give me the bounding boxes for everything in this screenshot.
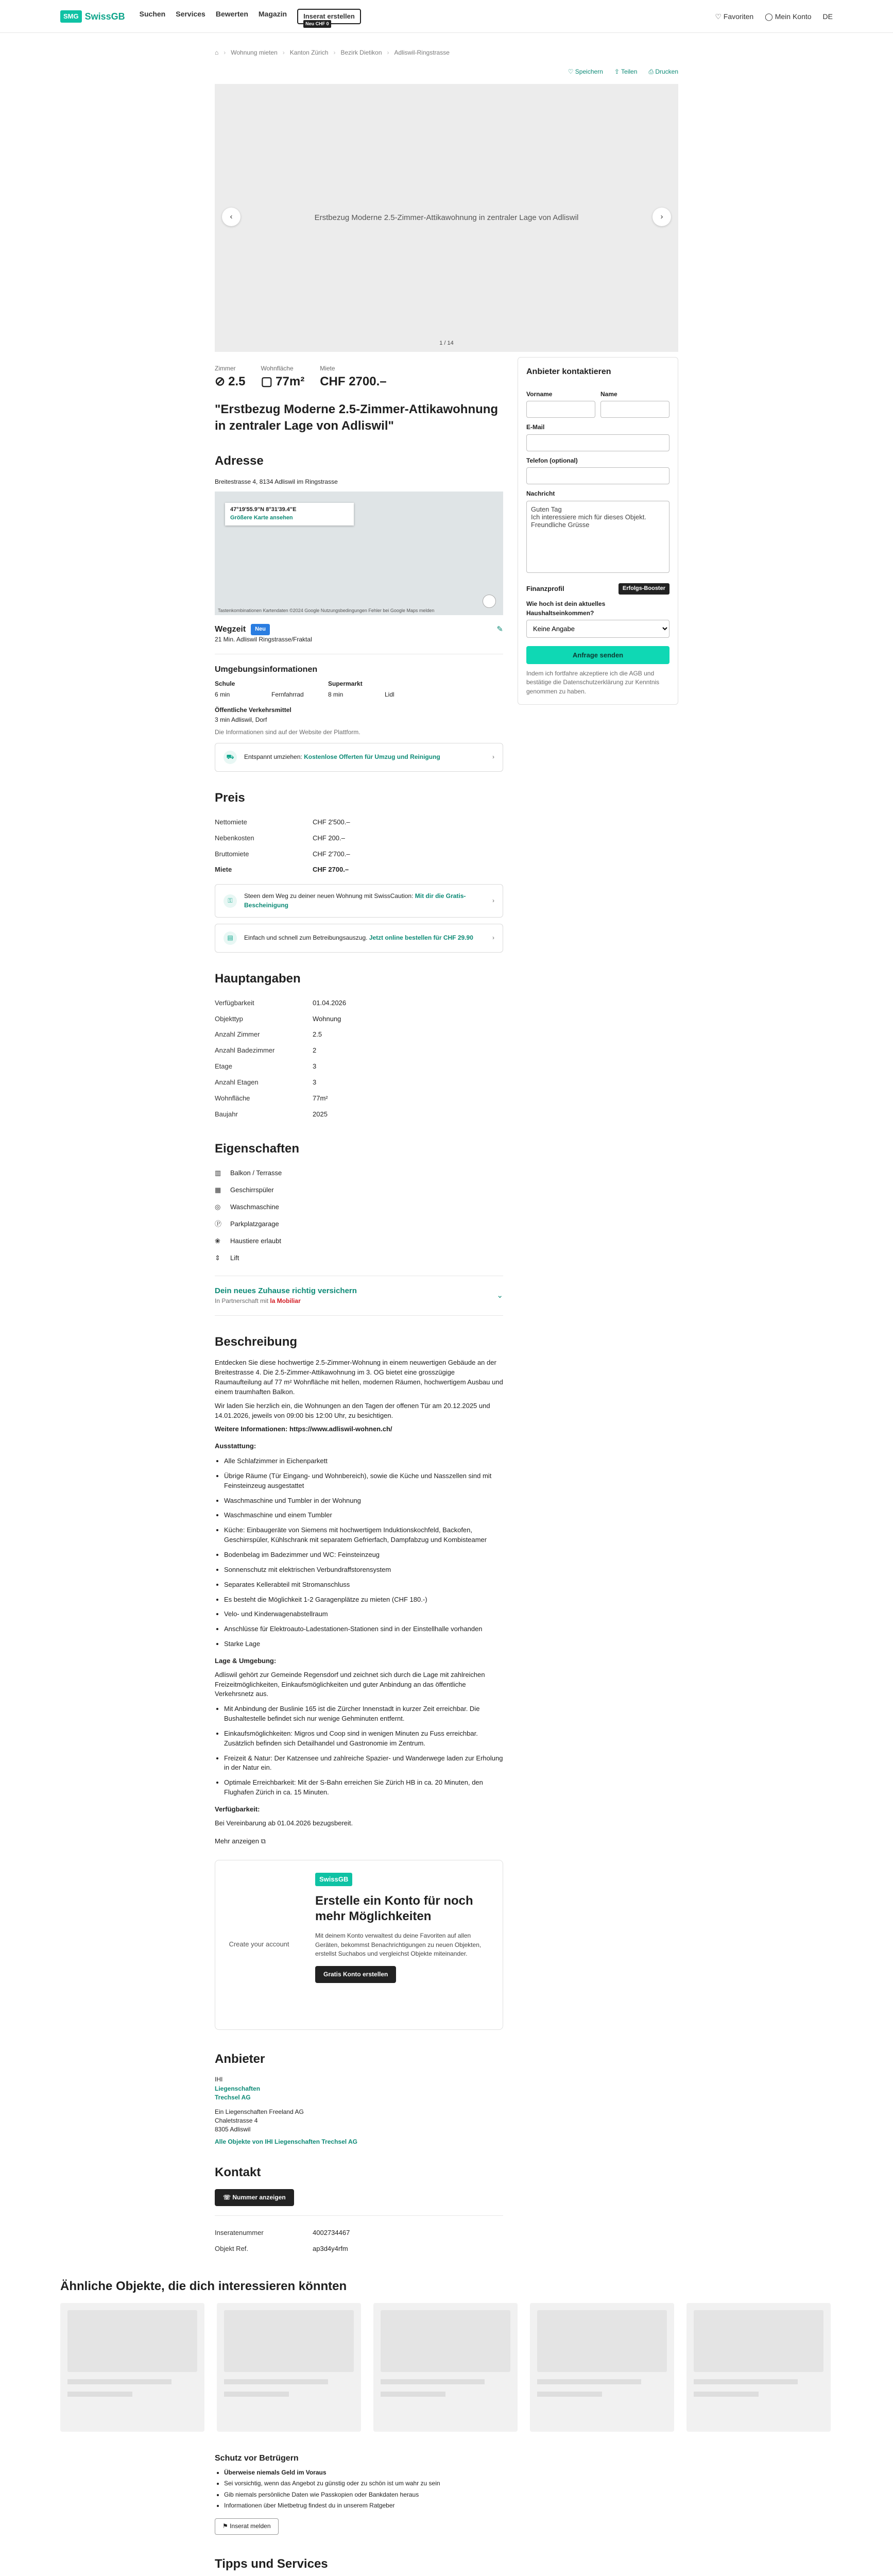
fact-area: [261, 364, 304, 391]
gallery-next-button[interactable]: ›: [652, 208, 671, 226]
site-logo[interactable]: [60, 10, 125, 23]
tips-heading: Tipps und Services: [215, 2556, 328, 2571]
phone-label: Telefon (optional): [526, 456, 578, 464]
share-label: Teilen: [621, 68, 638, 76]
row-key: Inseratenummer: [215, 2229, 264, 2237]
list-item: • Küche: Einbaugeräte von Siemens mit hochwertigem Induktionskochfeld, Backofen, Geschirrspüler, Kühlschrank mit separatem Gefrierfach, Dampfabzug und Kombisteamer: [224, 1526, 503, 1545]
list-item: • Optimale Erreichbarkeit: Mit der S-Bahn erreichen Sie Zürich HB in ca. 20 Minuten, den Flughafen Zürich in ca. 15 Minuten.: [224, 1778, 503, 1798]
transit-text: 3 min Adliswil, Dorf: [215, 716, 267, 724]
similar-card[interactable]: [530, 2303, 674, 2432]
promo-text: Entspannt umziehen:: [244, 753, 304, 761]
key-icon: ⚿: [224, 894, 237, 908]
description-section: [215, 1333, 503, 1846]
breadcrumb-item[interactable]: Kanton Zürich: [289, 49, 329, 56]
row-key: Anzahl Etagen: [215, 1078, 259, 1086]
top-header: [0, 0, 893, 33]
contact-heading: Kontakt: [215, 2165, 261, 2180]
list-item: • Einkaufsmöglichkeiten: Migros und Coop sind in wenigen Minuten zu Fuss erreichbar. Zusätzlich befinden sich Detailhandel und Gastronomie im Zentrum.: [224, 1729, 503, 1749]
travel-time-text: 21 Min. Adliswil Ringstrasse/Fraktal: [215, 636, 312, 643]
feature-item: [215, 1199, 503, 1216]
description-paragraph: Entdecken Sie diese hochwertige 2.5-Zimmer-Wohnung in einem neuwertigen Gebäude an der Breitestrasse 4. Die 2.5-Zimmer-Attikawohnung im 3. OG bietet eine grosszügige Raumaufteilung auf 77 m² Wohnfläche mit hellen, modernen Räumen, hochwertigem Ausbau und einem traumhaften Balkon.: [215, 1359, 503, 1396]
row-value: 2025: [313, 1110, 328, 1118]
feature-label: Geschirrspüler: [230, 1186, 274, 1194]
elevator-icon: ⇕: [215, 1253, 220, 1262]
home-icon[interactable]: ⌂: [215, 49, 219, 56]
favorites-link[interactable]: [715, 11, 753, 22]
list-item: • Anschlüsse für Elektroauto-Ladestationen-Stationen sind in der Einstellhalle vorhanden: [224, 1624, 503, 1634]
list-item: • Überweise niemals Geld im Voraus: [224, 2468, 678, 2477]
income-question: Wie hoch ist dein aktuelles Haushaltseinkommen?: [526, 600, 606, 617]
main-nav: [140, 9, 361, 25]
row-value: CHF 2700.–: [313, 866, 349, 874]
feature-label: Lift: [230, 1253, 239, 1262]
table-row: [215, 862, 503, 878]
fact-value: CHF 2700.–: [320, 375, 387, 389]
amenities-list: [215, 1456, 503, 1649]
row-value: 01.04.2026: [313, 998, 347, 1007]
promo-moving[interactable]: [215, 743, 503, 772]
price-heading: Preis: [215, 791, 245, 805]
list-item: • Sonnenschutz mit elektrischen Verbundraffstorensystem: [224, 1565, 503, 1575]
share-button[interactable]: ⇪ Teilen: [614, 68, 638, 76]
list-item: • Es besteht die Möglichkeit 1-2 Garagenplätze zu mieten (CHF 180.-): [224, 1595, 503, 1605]
row-key: Objekt Ref.: [215, 2245, 249, 2253]
promo-extract[interactable]: [215, 924, 503, 953]
create-listing-button[interactable]: [297, 9, 361, 25]
parking-icon: Ⓟ: [215, 1219, 222, 1228]
amenities-heading: Ausstattung:: [215, 1442, 256, 1450]
row-value: 77m²: [313, 1094, 328, 1102]
flag-icon: ⚑: [222, 2522, 228, 2530]
signup-text: Mit deinem Konto verwaltest du deine Favoriten auf allen Geräten, bekommst Benachrichtigungen zu neuen Objekten, erstellst Suchabos und vergleichst Objekte miteinander.: [315, 1932, 482, 1958]
table-row: [215, 1075, 503, 1091]
table-row: [215, 995, 503, 1011]
surrounding-value: Lidl: [385, 691, 394, 699]
row-key: Etage: [215, 1062, 232, 1071]
table-row: [215, 1059, 503, 1075]
main-column: [215, 357, 503, 2257]
insurance-brand: la Mobiliar: [270, 1297, 301, 1305]
main-info-heading: Hauptangaben: [215, 971, 301, 986]
tips-section: [215, 2555, 678, 2576]
row-value: Wohnung: [313, 1014, 341, 1023]
user-nav: [715, 11, 833, 22]
availability-heading: Verfügbarkeit:: [215, 1805, 260, 1813]
provider-line: Chaletstrasse 4: [215, 2116, 258, 2124]
provider-all-listings-link[interactable]: Alle Objekte von IHI Liegenschaften Trechsel AG: [215, 2138, 357, 2145]
row-value: 2: [313, 1046, 317, 1055]
gallery-counter: 1 / 14: [439, 340, 454, 346]
fact-label: Wohnfläche: [261, 364, 294, 372]
surroundings-heading: Umgebungsinformationen: [215, 665, 318, 674]
breadcrumb: ⌂ › Wohnung mieten › Kanton Zürich › Bezirk Dietikon › Adliswil-Ringstrasse: [215, 33, 678, 67]
similar-card[interactable]: [60, 2303, 204, 2432]
lastname-label: Name: [600, 390, 617, 398]
list-item: • Starke Lage: [224, 1639, 503, 1649]
report-listing-button[interactable]: [215, 2518, 279, 2534]
fact-value: 2.5: [228, 375, 246, 389]
user-icon: ◯: [765, 12, 773, 21]
similar-card[interactable]: [217, 2303, 361, 2432]
list-item: • Übrige Räume (Tür Eingang- und Wohnbereich), sowie die Küche und Nasszellen sind mit Feinsteinzeug ausgestattet: [224, 1471, 503, 1491]
location-list: [215, 1704, 503, 1798]
list-item: • Sei vorsichtig, wenn das Angebot zu günstig oder zu schön ist um wahr zu sein: [224, 2479, 678, 2488]
contact-form: [518, 357, 678, 705]
signup-illustration: Create your account: [229, 1940, 289, 1948]
favorites-label: Favoriten: [723, 12, 754, 21]
location-heading: Lage & Umgebung:: [215, 1656, 277, 1665]
insurance-banner[interactable]: [215, 1285, 503, 1306]
area-icon: ▢: [261, 375, 273, 389]
row-key: Verfügbarkeit: [215, 998, 254, 1007]
breadcrumb-current: Adliswil-Ringstrasse: [394, 49, 450, 56]
email-label: E-Mail: [526, 423, 545, 431]
row-key: Anzahl Badezimmer: [215, 1046, 275, 1055]
row-value: 3: [313, 1078, 317, 1086]
success-booster-badge: Erfolgs-Booster: [619, 583, 669, 595]
row-key: Nebenkosten: [215, 834, 254, 842]
insurance-title[interactable]: Dein neues Zuhause richtig versichern: [215, 1286, 357, 1296]
address-heading: Adresse: [215, 453, 264, 468]
description-paragraph: Bei Vereinbarung ab 01.04.2026 bezugsbereit.: [215, 1819, 353, 1827]
fact-value: 77m²: [276, 375, 305, 389]
phone-icon: ☏: [223, 2193, 231, 2201]
provider-line[interactable]: Trechsel AG: [215, 2094, 251, 2102]
phone-field[interactable]: [526, 467, 669, 484]
list-item: • Waschmaschine und Tumbler in der Wohnung: [224, 1496, 503, 1506]
feature-label: Waschmaschine: [230, 1203, 279, 1211]
features-heading: Eigenschaften: [215, 1141, 300, 1156]
main-info-table: [215, 995, 503, 1123]
surrounding-value: 6 min: [215, 691, 230, 699]
surroundings-note: Die Informationen sind auf der Website der Plattform.: [215, 728, 360, 736]
income-select[interactable]: [526, 620, 669, 638]
promo-link[interactable]: Kostenlose Offerten für Umzug und Reinigung: [304, 753, 440, 761]
signup-card: [215, 1860, 503, 2030]
report-label: Inserat melden: [230, 2522, 271, 2530]
show-number-label: Nummer anzeigen: [232, 2193, 286, 2201]
provider-line: IHI: [215, 2076, 223, 2083]
lastname-field[interactable]: [600, 401, 669, 418]
surrounding-value: 8 min: [328, 691, 344, 699]
firstname-field[interactable]: [526, 401, 595, 418]
account-link[interactable]: [765, 11, 811, 22]
promo-text: Einfach und schnell zum Betreibungsauszug.: [244, 934, 369, 942]
nav-magazine[interactable]: Magazin: [258, 9, 287, 18]
row-value: 4002734467: [313, 2229, 350, 2237]
list-item: • Separates Kellerabteil mit Stromanschluss: [224, 1580, 503, 1590]
chevron-down-icon[interactable]: ⌄: [496, 1291, 503, 1300]
feature-label: Haustiere erlaubt: [230, 1236, 281, 1245]
account-label: Mein Konto: [775, 12, 812, 21]
chevron-right-icon: ›: [492, 934, 494, 942]
signup-title: Erstelle ein Konto für noch mehr Möglichkeiten: [315, 1894, 473, 1924]
row-key: Miete: [215, 866, 232, 874]
row-value: CHF 2'500.–: [313, 818, 350, 826]
truck-icon: ⛟: [224, 751, 237, 764]
fact-label: Miete: [320, 364, 335, 372]
travel-time-heading: Wegzeit: [215, 624, 246, 634]
similar-card[interactable]: [373, 2303, 518, 2432]
message-field[interactable]: [526, 501, 669, 573]
provider-heading: Anbieter: [215, 2052, 265, 2066]
description-link[interactable]: Weitere Informationen: https://www.adliswil-wohnen.ch/: [215, 1425, 392, 1433]
list-item: • Velo- und Kinderwagenabstellraum: [224, 1609, 503, 1619]
create-account-button[interactable]: Gratis Konto erstellen: [315, 1966, 396, 1983]
table-row: [215, 1091, 503, 1107]
show-more-link[interactable]: Mehr anzeigen ⧉: [215, 1837, 266, 1845]
provider-line[interactable]: Liegenschaften: [215, 2084, 261, 2092]
location-map[interactable]: [215, 492, 503, 615]
language-select[interactable]: DE: [822, 12, 833, 21]
gallery-prev-button[interactable]: ‹: [222, 208, 241, 226]
provider-line: 8305 Adliswil: [215, 2126, 251, 2133]
row-key: Baujahr: [215, 1110, 238, 1118]
message-label: Nachricht: [526, 490, 555, 498]
similar-section: [60, 2278, 833, 2432]
nav-services[interactable]: Services: [176, 9, 205, 18]
promo-caution[interactable]: [215, 884, 503, 918]
print-label: Drucken: [655, 68, 678, 76]
map-zoom-control[interactable]: [483, 595, 496, 608]
chevron-right-icon: ›: [492, 753, 494, 761]
create-listing-label: Inserat erstellen: [303, 12, 355, 20]
listing-headline: "Erstbezug Moderne 2.5-Zimmer-Attikawohnung in zentraler Lage von Adliswil": [215, 402, 499, 433]
table-row: [215, 815, 503, 831]
save-label: Speichern: [575, 68, 603, 76]
fact-rent: [320, 364, 386, 391]
row-key: Bruttomiete: [215, 850, 249, 858]
table-row: [215, 2225, 503, 2241]
contact-form-title: Anbieter kontaktieren: [526, 367, 611, 376]
chevron-right-icon: ›: [492, 896, 494, 904]
send-request-button[interactable]: Anfrage senden: [526, 646, 669, 664]
provider-info: [215, 2075, 503, 2146]
logo-text: SwissGB: [84, 11, 125, 22]
table-row: [215, 1107, 503, 1123]
similar-heading: Ähnliche Objekte, die dich interessieren könnten: [60, 2279, 347, 2293]
feature-item: [215, 1182, 503, 1199]
insurance-subtitle: In Partnerschaft mit: [215, 1297, 269, 1305]
heart-icon: ♡: [715, 12, 722, 21]
firstname-label: Vorname: [526, 390, 553, 398]
key-facts: [215, 357, 503, 391]
email-field[interactable]: [526, 434, 669, 451]
nav-evaluate[interactable]: Bewerten: [215, 9, 248, 18]
surrounding-value: Fernfahrrad: [271, 691, 304, 699]
list-item: • Informationen über Mietbetrug findest du in unserem Ratgeber: [224, 2501, 678, 2510]
finance-profile-label: Finanzprofil: [526, 584, 564, 592]
save-button[interactable]: ♡ Speichern: [568, 68, 603, 76]
map-coordinates: 47°19'55.9"N 8°31'39.4"E: [230, 506, 297, 513]
list-item: • Mit Anbindung der Buslinie 165 ist die Zürcher Innenstadt in kurzer Zeit erreichbar. Die Bushaltestelle befindet sich nur wenige Gehminuten entfernt.: [224, 1704, 503, 1724]
list-item: • Waschmaschine und einem Tumbler: [224, 1511, 503, 1520]
logo-badge: SMG: [60, 10, 82, 23]
row-key: Nettomiete: [215, 818, 247, 826]
breadcrumb-item[interactable]: Wohnung mieten: [231, 49, 278, 56]
row-value: ap3d4y4rfm: [313, 2245, 348, 2253]
promo-link[interactable]: Jetzt online bestellen für CHF 29.90: [369, 934, 473, 942]
row-key: Anzahl Zimmer: [215, 1030, 260, 1039]
feature-item: [215, 1165, 503, 1182]
feature-item: [215, 1233, 503, 1250]
promo-link[interactable]: Mit dir die Gratis-Bescheinigung: [244, 892, 466, 909]
show-more-label: Mehr anzeigen: [215, 1837, 259, 1845]
balcony-icon: ▥: [215, 1169, 221, 1177]
map-info-box: [225, 503, 354, 526]
feature-label: Parkplatzgarage: [230, 1219, 279, 1228]
surrounding-key: Schule: [215, 680, 235, 687]
row-key: Objekttyp: [215, 1014, 243, 1023]
legal-note: Indem ich fortfahre akzeptiere ich die AGB und bestätige die Datenschutzerklärung zur Kenntnis genommen zu haben.: [526, 670, 660, 695]
table-row: [215, 2241, 503, 2257]
description-paragraph: Adliswil gehört zur Gemeinde Regensdorf und zeichnet sich durch die Lage mit zahlreichen Freizeitmöglichkeiten, Einkaufsmöglichkeiten und guter Anbindung an das öffentliche Verkehrsnetz aus.: [215, 1670, 485, 1698]
map-larger-link[interactable]: Größere Karte ansehen: [230, 514, 293, 521]
paw-icon: ❀: [215, 1236, 220, 1245]
features-list: [215, 1165, 503, 1266]
row-key: Wohnfläche: [215, 1094, 250, 1102]
image-gallery[interactable]: [215, 84, 678, 352]
promo-text: Steen dem Weg zu deiner neuen Wohnung mit SwissCaution:: [244, 892, 415, 900]
table-row: [215, 1027, 503, 1043]
description-heading: Beschreibung: [215, 1334, 298, 1349]
row-value: 3: [313, 1062, 317, 1071]
list-item: • Alle Schlafzimmer in Eichenparkett: [224, 1456, 503, 1466]
row-value: 2.5: [313, 1030, 322, 1039]
description-paragraph: Wir laden Sie herzlich ein, die Wohnungen an den Tagen der offenen Tür am 20.12.2025 und 14.01.2026, jeweils von 09:00 bis 12:00 Uhr, zu besichtigen.: [215, 1401, 490, 1419]
fraud-heading: Schutz vor Betrügern: [215, 2453, 299, 2463]
feature-label: Balkon / Terrasse: [230, 1169, 282, 1177]
address-text: Breitestrasse 4, 8134 Adliswil im Ringstrasse: [215, 478, 338, 485]
document-icon: ▤: [224, 931, 237, 945]
create-listing-tag: Neu CHF 0: [303, 20, 331, 28]
fact-rooms: [215, 364, 245, 391]
surroundings-grid: [215, 680, 503, 700]
fact-label: Zimmer: [215, 364, 236, 372]
feature-item: [215, 1250, 503, 1267]
gallery-caption: Erstbezug Moderne 2.5-Zimmer-Attikawohnung in zentraler Lage von Adliswil: [314, 213, 579, 222]
map-attribution: Tastenkombinationen Kartendaten ©2024 Google Nutzungsbedingungen Fehler bei Google Maps melden: [218, 607, 435, 613]
similar-card[interactable]: [686, 2303, 831, 2432]
fraud-protection: [215, 2452, 678, 2535]
list-item: • Gib niemals persönliche Daten wie Passkopien oder Bankdaten heraus: [224, 2490, 678, 2499]
table-row: [215, 1043, 503, 1059]
signup-logo: SwissGB: [315, 1873, 352, 1887]
show-number-button[interactable]: [215, 2189, 294, 2206]
surrounding-key: Supermarkt: [328, 680, 363, 687]
contact-sidebar: [518, 357, 678, 2257]
table-row: [215, 831, 503, 846]
new-badge: Neu: [251, 624, 270, 635]
print-button[interactable]: ⎙ Drucken: [648, 68, 678, 76]
provider-line: Ein Liegenschaften Freeland AG: [215, 2108, 304, 2115]
transit-heading: Öffentliche Verkehrsmittel: [215, 706, 291, 714]
feature-item: [215, 1216, 503, 1233]
washing-machine-icon: ◎: [215, 1203, 221, 1211]
table-row: [215, 1011, 503, 1027]
price-table: [215, 815, 503, 878]
rooms-icon: ⊘: [215, 375, 226, 389]
nav-search[interactable]: Suchen: [139, 9, 166, 18]
list-item: • Bodenbelag im Badezimmer und WC: Feinsteinzeug: [224, 1550, 503, 1560]
row-value: CHF 2'700.–: [313, 850, 350, 858]
row-value: CHF 200.–: [313, 834, 345, 842]
dishwasher-icon: ▦: [215, 1186, 221, 1194]
table-row: [215, 846, 503, 862]
list-item: • Freizeit & Natur: Der Katzensee und zahlreiche Spazier- und Wanderwege laden zur Erholung in der Natur ein.: [224, 1754, 503, 1773]
edit-icon[interactable]: ✎: [496, 624, 503, 634]
breadcrumb-item[interactable]: Bezirk Dietikon: [340, 49, 382, 56]
listing-actions: [215, 67, 678, 83]
